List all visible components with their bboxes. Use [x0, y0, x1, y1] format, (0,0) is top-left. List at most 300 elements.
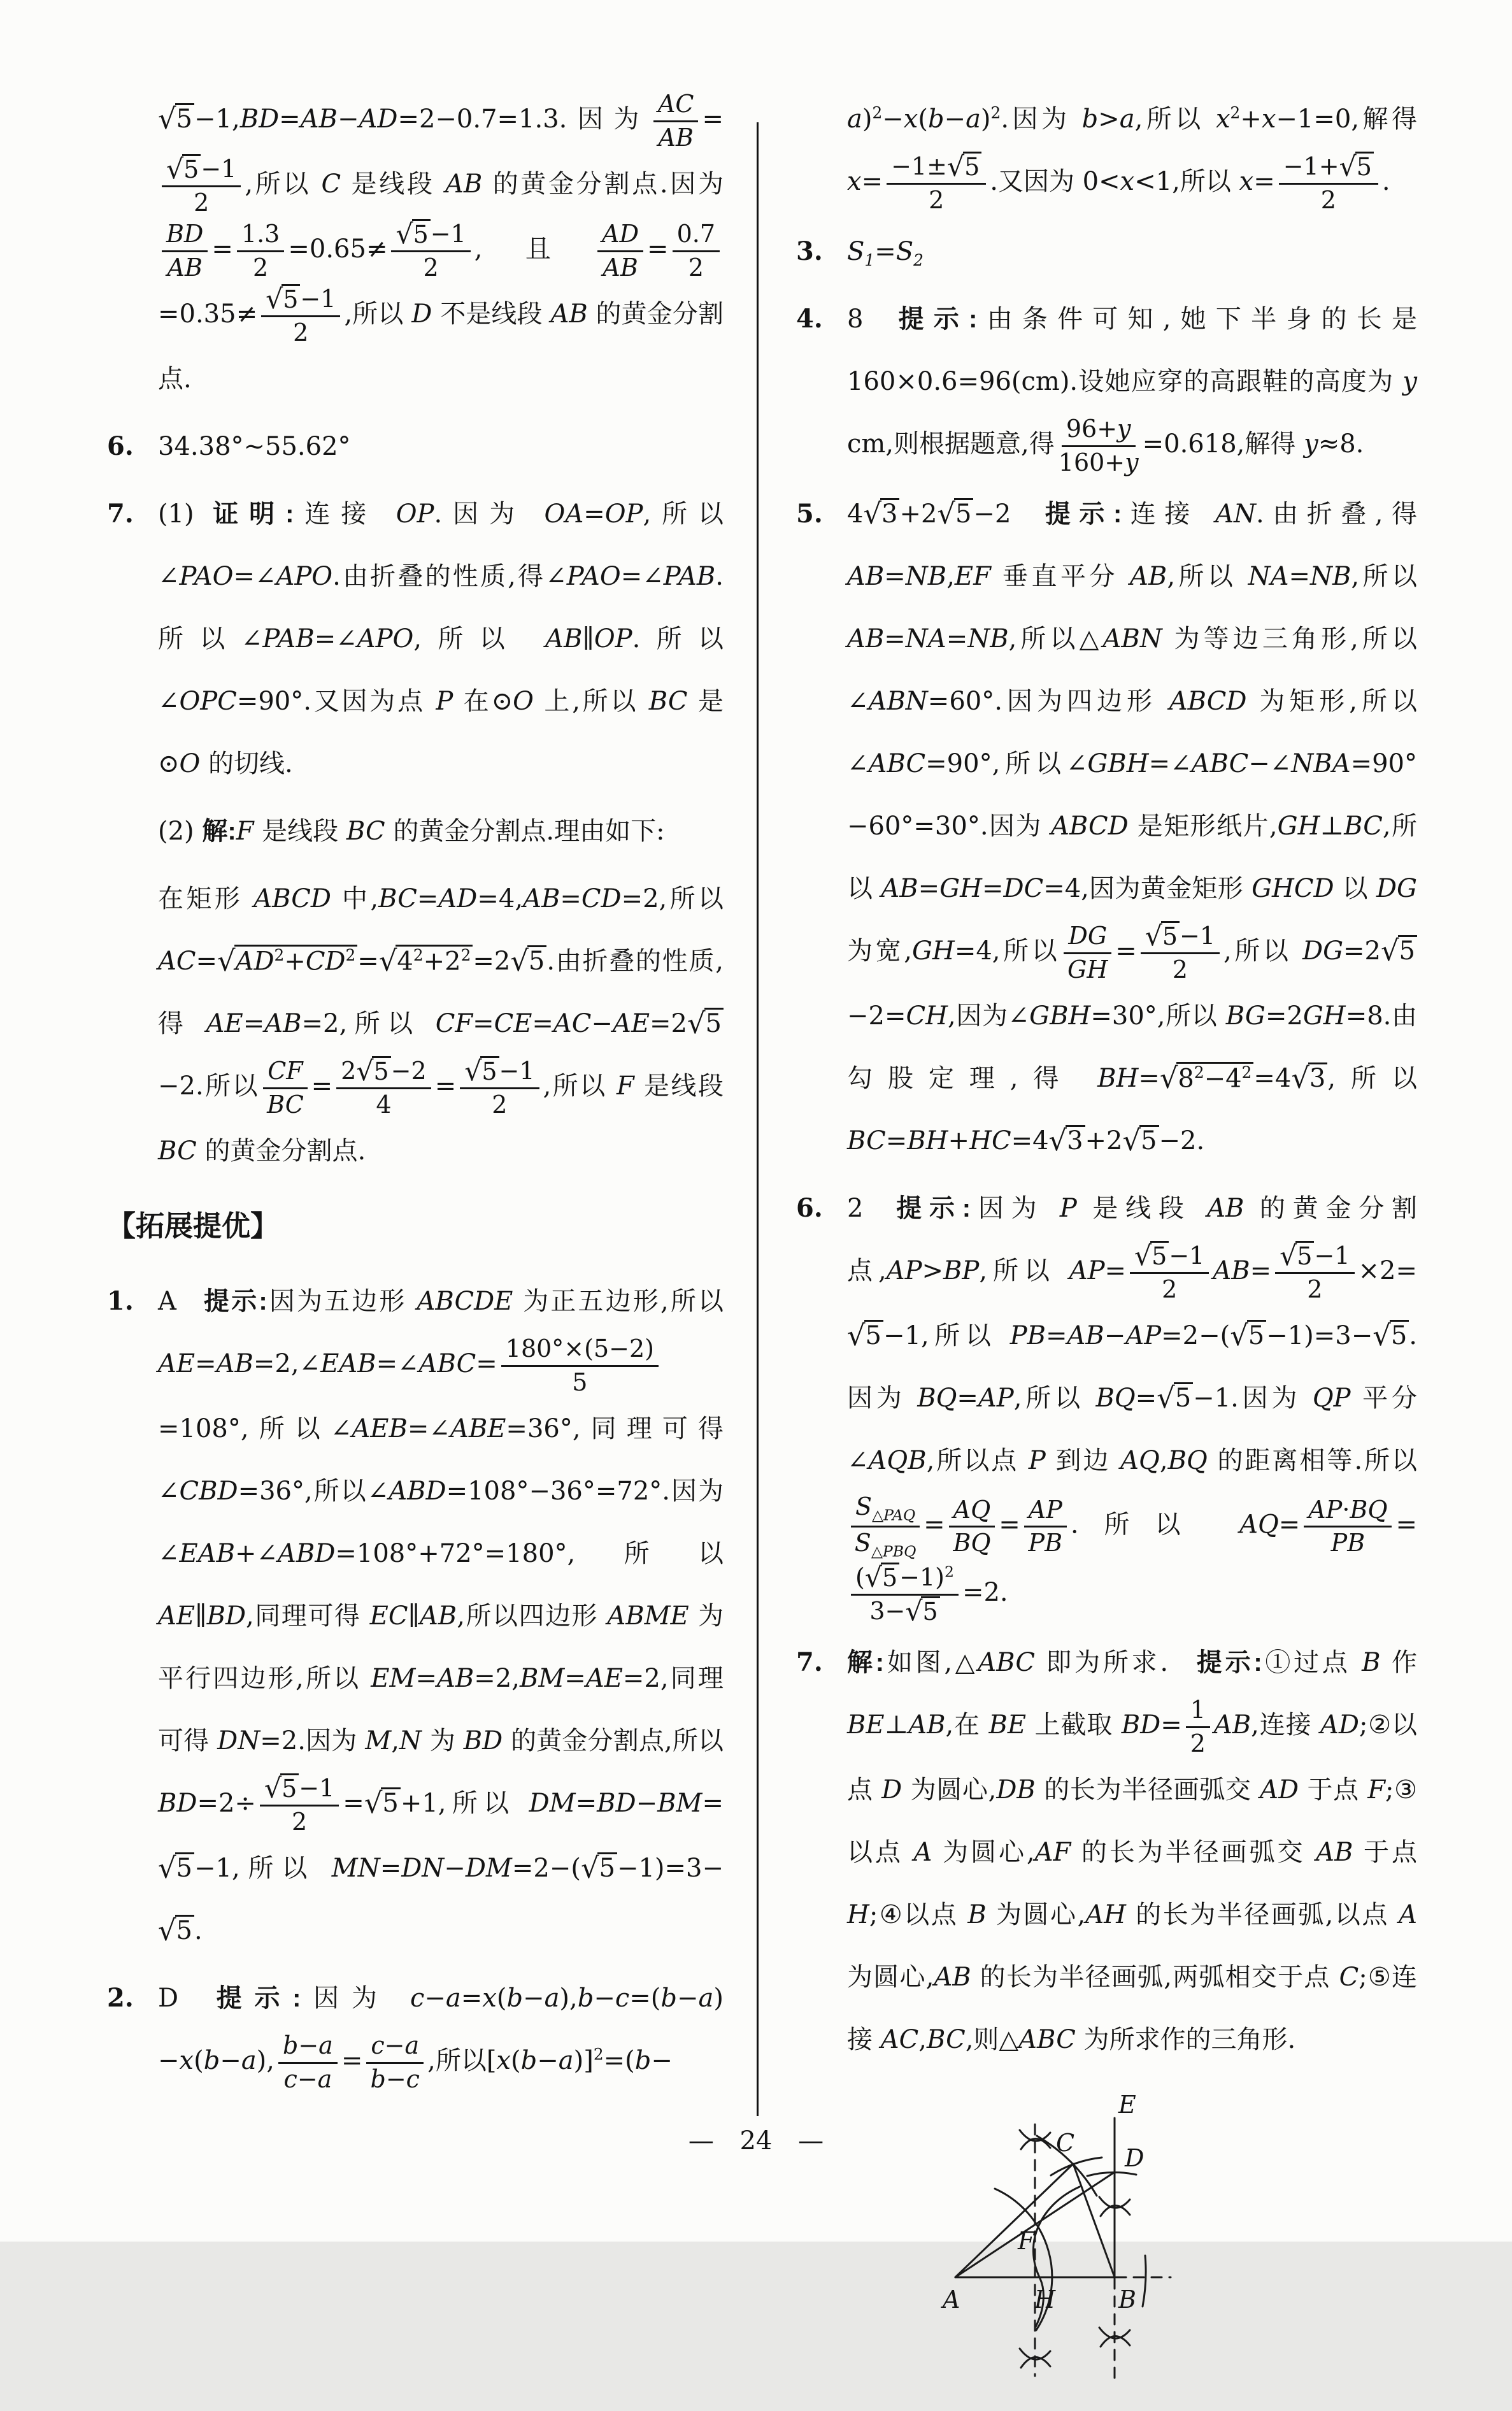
math-variable: F	[1367, 1775, 1385, 1805]
left-column	[107, 88, 724, 2100]
radicand	[182, 154, 201, 183]
text-run: 的切线.	[200, 749, 293, 779]
solution-item	[107, 415, 724, 478]
text-run: 5	[413, 220, 429, 248]
text-run: 如图,△	[884, 1648, 978, 1678]
fraction-denominator	[376, 1089, 391, 1120]
math-variable: ABME	[607, 1601, 689, 1631]
fraction-denominator	[1307, 1274, 1322, 1305]
text-run: 到边	[1045, 1446, 1121, 1476]
math-variable: b	[283, 2031, 299, 2060]
text-run: ,所以[	[427, 2046, 497, 2076]
text-run: −4	[1204, 1064, 1242, 1094]
text-run: =	[1115, 936, 1137, 966]
text-run: 5	[1141, 1126, 1157, 1156]
math-variable: AB	[445, 169, 483, 199]
text-run: ,则△	[965, 2025, 1019, 2055]
text-run: =∠	[376, 1349, 419, 1379]
text-run: ,所以	[1351, 562, 1417, 592]
text-run: +2	[1085, 1126, 1123, 1156]
text-run: ①过点	[1262, 1648, 1362, 1678]
text-run: 96+	[1066, 415, 1118, 443]
radical-sign: √	[905, 1595, 923, 1628]
figure-label-B: B	[1118, 2286, 1136, 2314]
text-run: −1	[201, 155, 237, 183]
text-run: 连接	[1122, 499, 1216, 529]
text-run: ,	[391, 1726, 399, 1756]
radicand	[921, 1596, 939, 1626]
item-text	[847, 1177, 1417, 1626]
bold-label: 提示:	[888, 1194, 971, 1223]
text-run: −	[337, 104, 359, 134]
math-variable: D	[411, 299, 432, 329]
text-run: +2	[899, 499, 938, 529]
text-run: =0.35≠	[158, 299, 258, 329]
text-run: =∠	[233, 562, 276, 592]
text-run: 5	[176, 1854, 192, 1884]
text-run: .	[1381, 167, 1390, 196]
fraction-numerator	[501, 1334, 659, 1367]
fraction	[391, 219, 470, 283]
text-run: 3−	[869, 1596, 906, 1625]
text-run: 5	[955, 499, 972, 529]
math-variable: CBD	[179, 1477, 238, 1506]
math-variable: NB	[905, 562, 947, 592]
math-variable: BM	[657, 1789, 703, 1819]
math-variable: a	[1119, 104, 1135, 134]
figure-label-F: F	[1018, 2227, 1035, 2256]
text-run: 是⊙	[158, 687, 724, 779]
text-run: =60°.因为四边形	[927, 687, 1169, 717]
fraction-denominator	[929, 185, 944, 216]
math-variable: BD	[206, 1601, 246, 1631]
math-variable: DM	[465, 1854, 512, 1884]
text-run: 2	[341, 1057, 357, 1085]
radicand	[954, 498, 973, 529]
text-run: ,所以	[543, 1071, 617, 1101]
sub-script: △PAQ	[872, 1506, 916, 1524]
text-run: 为圆心,	[932, 1838, 1035, 1868]
math-variable: x	[1215, 104, 1230, 134]
text-run: .又因为 0<	[990, 167, 1120, 196]
sup-script: 2	[1194, 1062, 1204, 1082]
item-number: 6.	[796, 1193, 823, 1224]
text-run: ;⑤连接	[847, 1963, 1417, 2055]
sub-script: 2	[913, 251, 924, 270]
sqrt-expression	[264, 1773, 299, 1803]
math-variable: AB	[603, 253, 638, 282]
fraction-denominator	[253, 252, 268, 283]
text-run: −1)=3−	[1266, 1321, 1373, 1351]
text-run: =4,所以	[954, 936, 1060, 966]
math-variable: PAO	[566, 562, 621, 592]
radicand	[1150, 1241, 1169, 1270]
math-variable: AB	[1130, 562, 1167, 592]
fraction-denominator	[1067, 954, 1108, 985]
figure-label-E: E	[1118, 2091, 1136, 2119]
text-run: =	[575, 1789, 597, 1819]
text-run: 因为	[301, 1984, 410, 2014]
text-run: 不是线段	[432, 299, 551, 329]
text-run: 5	[964, 152, 980, 181]
sup-script: 2	[460, 945, 471, 964]
text-run: 为圆心,	[986, 1900, 1086, 1930]
text-run: =2,所以	[301, 1009, 436, 1039]
radical-sign: √	[158, 102, 176, 136]
radical-sign: √	[1381, 934, 1399, 968]
text-run: 是线段	[1076, 1194, 1208, 1224]
text-run: 为	[421, 1726, 464, 1756]
text-run: −	[882, 104, 904, 134]
text-run: ≈8.	[1318, 429, 1364, 459]
radicand	[381, 1787, 400, 1818]
math-variable: BM	[519, 1664, 565, 1694]
math-variable: PB	[1009, 1321, 1046, 1351]
item-text	[158, 88, 724, 410]
text-run: 的黄金分割点.	[196, 1136, 366, 1166]
math-variable: AB	[658, 123, 694, 152]
math-variable: AE	[158, 1601, 196, 1631]
math-variable: NB	[1309, 562, 1352, 592]
text-run: ,所以点	[926, 1446, 1029, 1476]
text-run: −1)	[899, 1563, 945, 1592]
text-run: <1,所以	[1134, 167, 1239, 196]
continuation-paragraph	[796, 88, 1417, 215]
math-variable: P	[1028, 1446, 1046, 1476]
math-variable: GH	[911, 936, 955, 966]
sqrt-expression	[217, 945, 357, 976]
sqrt-expression	[1280, 1240, 1314, 1273]
text-run: ,所以	[1134, 104, 1216, 134]
bold-label: 提示:	[201, 1287, 267, 1316]
text-run: 5	[705, 1009, 722, 1039]
fraction-numerator	[162, 219, 208, 252]
continuation-paragraph	[107, 88, 724, 410]
text-run: 160+	[1058, 448, 1125, 476]
fraction-numerator	[366, 2031, 424, 2064]
fraction-numerator	[1275, 1241, 1354, 1274]
math-variable: AD	[1260, 1775, 1299, 1805]
math-variable: AC	[880, 2025, 919, 2055]
fraction	[1064, 921, 1111, 985]
radicand	[1174, 1382, 1193, 1413]
fraction-numerator	[1064, 921, 1111, 954]
math-variable: D	[881, 1775, 902, 1805]
fraction-denominator	[659, 122, 694, 154]
math-variable: OP	[594, 624, 632, 654]
math-variable: OPC	[179, 687, 237, 717]
text-run: 为矩形,所以∠	[847, 687, 1417, 779]
fraction-numerator	[851, 1492, 920, 1527]
fraction-numerator	[851, 1563, 959, 1596]
text-run: .因为	[847, 1321, 1417, 1413]
math-variable: a	[318, 2031, 333, 2060]
math-variable: MN	[331, 1854, 380, 1884]
fraction	[887, 152, 986, 215]
math-variable: a	[847, 104, 862, 134]
sqrt-expression	[865, 1563, 899, 1592]
text-run: =	[1046, 1321, 1067, 1351]
radical-sign: √	[687, 1006, 706, 1041]
radical-sign: √	[158, 1851, 176, 1885]
text-run: 的长为半径画弧,两弧相交于点	[971, 1963, 1339, 1992]
text-run: 的黄金分割点.	[158, 299, 724, 394]
radicand	[1308, 1062, 1327, 1093]
radical-sign: √	[364, 1786, 383, 1821]
text-run: .所以∠	[158, 624, 724, 717]
sqrt-expression	[1230, 1319, 1266, 1353]
figure-label-D: D	[1125, 2144, 1145, 2173]
text-run: ,	[1159, 1446, 1168, 1476]
fraction-numerator	[261, 284, 340, 317]
math-variable: AB	[436, 1664, 474, 1694]
math-variable: BC	[378, 884, 417, 914]
text-run: 4	[376, 1090, 392, 1119]
sqrt-expression	[687, 1006, 724, 1041]
fraction-numerator	[597, 219, 643, 252]
text-run: D	[158, 1984, 204, 2014]
text-run: 5	[1152, 1242, 1167, 1271]
math-variable: ABC	[1018, 2025, 1076, 2055]
math-variable: PAO	[179, 562, 234, 592]
math-variable: PB	[1330, 1529, 1366, 1557]
fraction-denominator	[688, 252, 704, 283]
math-variable: a	[558, 2046, 574, 2076]
text-run: 5	[1356, 152, 1372, 181]
math-variable: AB	[847, 562, 885, 592]
text-run: −	[385, 2064, 406, 2093]
text-run: =	[874, 237, 896, 267]
radical-sign: √	[1291, 1061, 1309, 1096]
math-variable: A	[1399, 1900, 1417, 1930]
text-run: −	[424, 1984, 446, 2014]
math-variable: CD	[305, 947, 346, 977]
item-text	[847, 88, 1417, 215]
sqrt-expression	[1339, 152, 1374, 181]
sub-script: △PBQ	[871, 1542, 916, 1561]
math-variable: AB	[881, 874, 918, 904]
radical-sign: √	[166, 153, 184, 185]
math-variable: AB	[908, 1710, 946, 1740]
math-variable: b	[506, 1984, 524, 2014]
math-variable: AB	[847, 624, 885, 654]
fraction	[501, 1334, 659, 1398]
text-run: ,所以	[1327, 1064, 1417, 1094]
math-variable: AEB	[352, 1414, 408, 1444]
text-run: 为平行四边形,所以	[158, 1601, 724, 1694]
text-run: 在矩形	[158, 884, 254, 914]
math-variable: AB	[523, 884, 560, 914]
math-variable: b	[660, 1984, 678, 2014]
text-run: 2	[194, 188, 210, 217]
text-run: 的长为半径画弧,以点	[1126, 1900, 1399, 1930]
text-run: 2	[847, 1194, 889, 1224]
text-run: =	[343, 1789, 364, 1819]
text-run: ,所以	[979, 1256, 1069, 1286]
math-variable: AC	[657, 90, 694, 118]
text-run: −1,所以	[883, 1321, 1010, 1351]
fraction-numerator	[887, 152, 986, 185]
text-run: ,所以	[245, 169, 322, 199]
text-run: 的长为半径画弧交	[1071, 1838, 1316, 1868]
math-variable: BH	[1097, 1064, 1139, 1094]
text-run: 即为所求.	[1034, 1648, 1194, 1678]
text-run: 5	[176, 1916, 192, 1946]
text-run: −1+	[1283, 152, 1339, 181]
math-variable: A	[913, 1838, 932, 1868]
fraction-numerator	[460, 1056, 539, 1089]
item-number: 1.	[107, 1286, 134, 1317]
text-run: =	[560, 884, 581, 914]
fraction	[949, 1495, 995, 1559]
math-variable: AB	[1207, 1194, 1245, 1224]
text-run: 的黄金分割点,	[847, 1194, 1417, 1286]
fraction	[673, 219, 720, 283]
page-footer	[0, 2126, 1512, 2156]
sqrt-expression	[1122, 1124, 1159, 1158]
math-variable: c	[406, 2064, 420, 2093]
text-run: −2.	[1159, 1126, 1205, 1156]
item-text	[158, 1270, 724, 1962]
sqrt-expression	[158, 1852, 194, 1883]
fraction	[237, 219, 284, 283]
text-run: 180°×(5−2)	[505, 1334, 654, 1363]
text-run: =	[583, 499, 605, 529]
text-run: .所以	[1070, 1510, 1240, 1540]
text-run: 【拓展提优】	[107, 1209, 280, 1243]
math-variable: PAB	[663, 562, 716, 592]
sqrt-expression	[364, 1786, 401, 1821]
math-variable: b	[203, 2046, 220, 2076]
math-variable: S	[895, 237, 914, 267]
math-variable: GBH	[1087, 749, 1149, 779]
math-variable: DB	[996, 1775, 1036, 1805]
sup-script: 2	[593, 2045, 604, 2064]
text-run: +	[1240, 104, 1262, 134]
math-variable: BC	[926, 2025, 966, 2055]
text-run: =	[647, 234, 669, 264]
fraction	[1024, 1495, 1067, 1559]
text-run: +∠	[235, 1539, 278, 1569]
bold-label: 解:	[202, 817, 236, 846]
text-run: 为所求作的三角形.	[1075, 2025, 1296, 2055]
radical-sign: √	[1157, 1381, 1175, 1415]
math-variable: EAB	[320, 1349, 376, 1379]
text-run: 因为五边形	[267, 1287, 417, 1317]
text-run: −	[384, 2031, 405, 2060]
text-run: 中,	[331, 884, 379, 914]
text-run: =2.	[962, 1578, 1008, 1608]
text-run: =	[946, 624, 968, 654]
fraction	[366, 2031, 424, 2094]
text-run: 是矩形纸片,	[1128, 812, 1278, 841]
text-run: cm,则根据题意,得	[847, 429, 1055, 459]
right-column	[796, 88, 1417, 2411]
text-run: =90°.又因为点	[236, 687, 436, 717]
text-run: ;②以点	[847, 1710, 1417, 1805]
fraction-numerator	[1024, 1495, 1067, 1528]
fraction-denominator	[292, 1806, 307, 1838]
math-variable: QP	[1312, 1384, 1351, 1413]
text-run: =	[195, 1349, 217, 1379]
math-variable: BQ	[1167, 1446, 1208, 1476]
continuation-paragraph	[107, 800, 724, 862]
math-variable: b	[634, 2046, 652, 2076]
text-run: 是线段	[341, 169, 446, 199]
text-run: =	[1160, 1710, 1182, 1740]
text-run: .由折叠,得	[1255, 499, 1417, 529]
text-run: +	[948, 1126, 970, 1156]
math-variable: F	[236, 817, 254, 847]
math-variable: S	[847, 237, 865, 267]
bold-label: 提示:	[1036, 500, 1122, 529]
math-variable: DN	[217, 1726, 260, 1756]
math-variable: AP	[886, 1256, 922, 1286]
math-variable: CD	[581, 884, 622, 914]
sqrt-expression	[158, 1914, 194, 1948]
text-run: −	[220, 2046, 241, 2076]
sqrt-expression	[905, 1596, 939, 1626]
radical-sign: √	[1048, 1124, 1067, 1158]
sqrt-expression	[1145, 921, 1180, 950]
text-run: 于点	[1299, 1775, 1368, 1805]
radical-sign: √	[1230, 1319, 1248, 1353]
text-run: −2.所以	[158, 1071, 260, 1101]
math-variable: ABCD	[253, 884, 331, 914]
radicand	[175, 1852, 194, 1883]
fraction-numerator	[1141, 921, 1220, 954]
sqrt-expression	[937, 498, 973, 529]
text-run: 5	[528, 947, 545, 977]
sup-script: 2	[345, 945, 356, 964]
math-variable: AB	[1316, 1838, 1353, 1868]
sqrt-expression	[863, 498, 899, 529]
text-run: 为等边三角形,所以∠	[847, 624, 1417, 717]
math-variable: AQ	[953, 1495, 991, 1524]
math-variable: S	[855, 1492, 873, 1521]
text-run: =	[884, 562, 906, 592]
text-run: 作	[1380, 1648, 1417, 1678]
text-run: 的距离相等.所以	[1207, 1446, 1417, 1476]
text-run: −2	[390, 1057, 427, 1085]
text-run: 为圆心,	[902, 1775, 997, 1805]
text-run: =	[1288, 562, 1310, 592]
item-text	[847, 483, 1417, 1172]
sup-script: 2	[274, 945, 285, 964]
text-run: −	[444, 1854, 466, 1884]
sqrt-expression	[1048, 1124, 1085, 1158]
text-run: =108°+72°=180°,所以	[335, 1539, 724, 1569]
text-run: 5	[1162, 922, 1178, 950]
fraction	[653, 89, 699, 153]
math-variable: S	[854, 1529, 871, 1557]
text-run: 2	[292, 1807, 308, 1836]
math-variable: BQ	[1095, 1384, 1136, 1413]
item-number: 5.	[796, 499, 823, 529]
text-run: A	[158, 1287, 202, 1317]
text-run: 0.7	[676, 220, 715, 248]
text-run: 5	[183, 155, 199, 183]
radicand	[282, 284, 300, 313]
text-run: .由折叠的性质,得	[158, 947, 724, 1039]
fraction-numerator	[237, 219, 284, 252]
solution-item	[796, 483, 1417, 1172]
fraction-numerator	[391, 219, 470, 252]
math-variable: H	[847, 1900, 869, 1930]
sqrt-expression	[464, 1055, 499, 1088]
math-variable: AP	[1308, 1495, 1343, 1524]
fraction	[460, 1056, 539, 1120]
